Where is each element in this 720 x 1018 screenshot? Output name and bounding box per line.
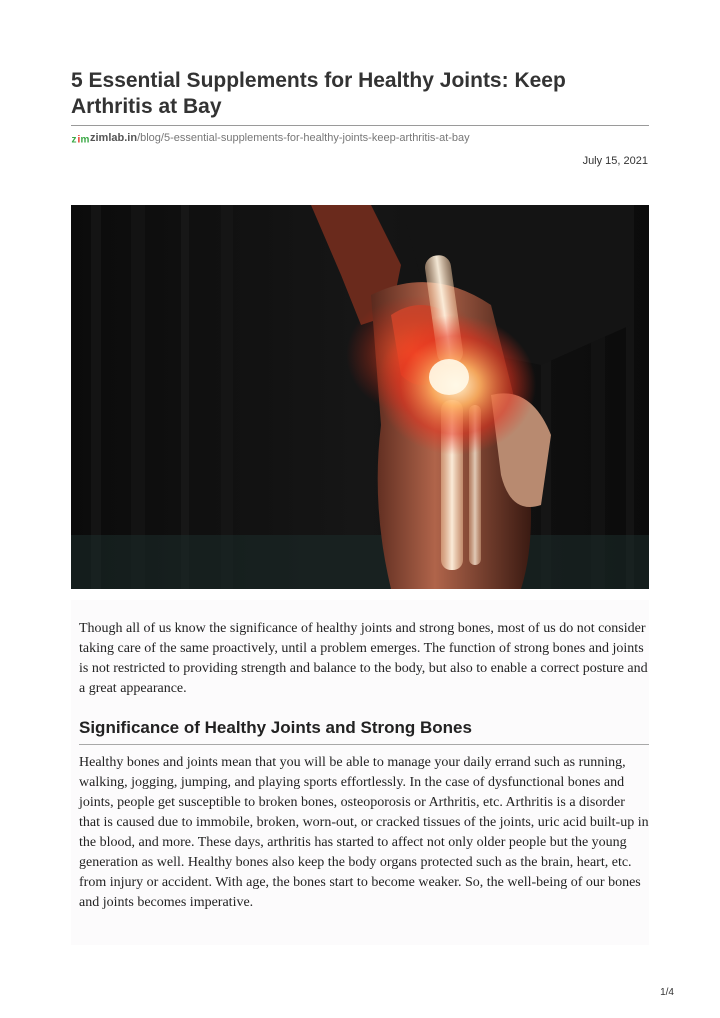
publish-date: July 15, 2021 — [582, 155, 648, 167]
source-link[interactable] — [71, 132, 470, 144]
svg-text:i: i — [77, 134, 81, 144]
section-divider — [79, 744, 649, 745]
svg-text:m: m — [80, 134, 89, 144]
article-title: 5 Essential Supplements for Healthy Joints: Keep Arthritis at Bay — [71, 69, 566, 118]
intro-paragraph: Though all of us know the significance of healthy joints and strong bones, most of us do not consider taking care of the same proactively, until a problem emerges. The function of strong bones and joints is not restricted to providing strength and balance to the body, but also to enable a correct posture and a great appearance. — [79, 621, 648, 696]
zimlab-logo-icon — [71, 133, 89, 144]
source-domain: zimlab.in — [90, 132, 138, 144]
title-divider — [71, 125, 649, 126]
section-paragraph: Healthy bones and joints mean that you will be able to manage your daily errand such as running, walking, jogging, jumping, and playing sports effortlessly. In the case of dysfunctional bones and joints, people get susceptible to broken bones, osteoporosis or Arthritis, etc. Arthritis is a disorder that is caused due to immobile, broken, worn-out, or cracked tissues of the joints, uric acid built-up in the blood, and more. These days, arthritis has started to affect not only older people but the young generation as well. Healthy bones also keep the body organs protected such as the brain, heart, etc. from injury or accident. With age, the bones start to become weaker. So, the well-being of our bones and joints becomes imperative. — [79, 755, 649, 910]
section-heading: Significance of Healthy Joints and Strong Bones — [79, 718, 472, 737]
source-path: /blog/5-essential-supplements-for-healthy-joints-keep-arthritis-at-bay — [137, 132, 470, 144]
svg-text:z: z — [71, 134, 77, 144]
page-number: 1/4 — [660, 987, 674, 998]
hero-image — [71, 205, 649, 589]
